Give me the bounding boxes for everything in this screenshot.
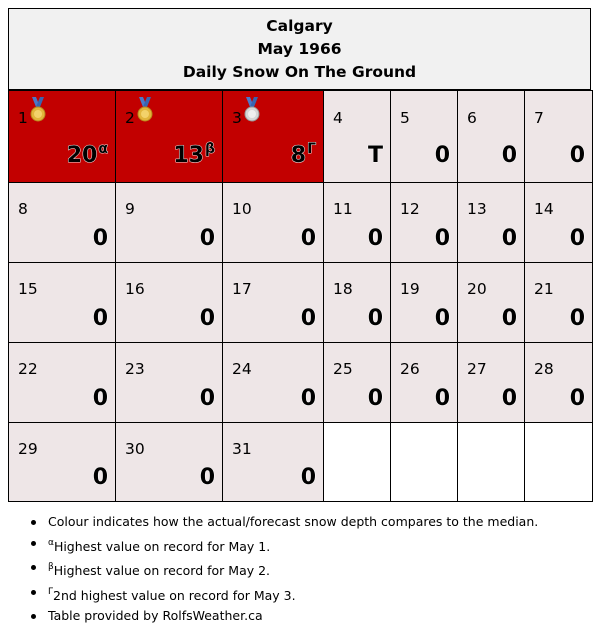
day-number: 25 bbox=[333, 360, 353, 378]
day-cell-10 bbox=[223, 183, 324, 263]
day-number: 23 bbox=[125, 360, 145, 378]
calendar-week-2 bbox=[9, 183, 593, 263]
day-number: 19 bbox=[400, 280, 420, 298]
snow-value: 0 bbox=[300, 386, 316, 411]
gold-medal-icon bbox=[29, 97, 47, 123]
day-cell-4 bbox=[324, 91, 391, 183]
day-number: 24 bbox=[232, 360, 252, 378]
calendar-week-1 bbox=[9, 91, 593, 183]
day-number: 21 bbox=[534, 280, 554, 298]
snow-value: 0 bbox=[434, 386, 450, 411]
day-cell-27 bbox=[458, 343, 525, 423]
day-number: 7 bbox=[534, 109, 544, 127]
day-cell-15 bbox=[9, 263, 116, 343]
day-cell-31 bbox=[223, 423, 324, 502]
snow-value: 0 bbox=[300, 465, 316, 490]
day-cell-3 bbox=[223, 91, 324, 183]
calendar-week-5 bbox=[9, 423, 593, 502]
day-number: 17 bbox=[232, 280, 252, 298]
snow-value: 0 bbox=[199, 226, 215, 251]
snow-value: $8^\Gamma$ bbox=[290, 141, 316, 168]
footnote-gamma: $^\Gamma$2nd highest value on record for May 3. bbox=[25, 582, 538, 607]
day-cell-26 bbox=[391, 343, 458, 423]
snow-value: 0 bbox=[92, 306, 108, 331]
snow-value: $20^\alpha$ bbox=[66, 141, 108, 168]
day-cell-28 bbox=[525, 343, 593, 423]
day-cell-9 bbox=[116, 183, 223, 263]
snow-value: 0 bbox=[569, 386, 585, 411]
day-cell-30 bbox=[116, 423, 223, 502]
city-title: Calgary bbox=[266, 16, 333, 35]
calendar-week-3 bbox=[9, 263, 593, 343]
snow-value: 0 bbox=[367, 306, 383, 331]
day-number: 28 bbox=[534, 360, 554, 378]
day-number: 14 bbox=[534, 200, 554, 218]
day-number: 29 bbox=[18, 440, 38, 458]
day-number: 26 bbox=[400, 360, 420, 378]
snow-value: 0 bbox=[92, 465, 108, 490]
day-cell-20 bbox=[458, 263, 525, 343]
day-number: 13 bbox=[467, 200, 487, 218]
empty-cell bbox=[324, 423, 391, 502]
day-number: 1 bbox=[18, 109, 28, 127]
day-number: 27 bbox=[467, 360, 487, 378]
snow-value: 0 bbox=[92, 226, 108, 251]
day-number: 18 bbox=[333, 280, 353, 298]
day-cell-24 bbox=[223, 343, 324, 423]
day-cell-5 bbox=[391, 91, 458, 183]
day-cell-18 bbox=[324, 263, 391, 343]
day-cell-22 bbox=[9, 343, 116, 423]
calendar-table bbox=[8, 90, 593, 502]
day-cell-8 bbox=[9, 183, 116, 263]
day-number: 11 bbox=[333, 200, 353, 218]
day-cell-14 bbox=[525, 183, 593, 263]
day-cell-7 bbox=[525, 91, 593, 183]
record-mark: β bbox=[204, 141, 215, 157]
snow-value: 0 bbox=[501, 226, 517, 251]
empty-cell bbox=[391, 423, 458, 502]
snow-value: 0 bbox=[300, 306, 316, 331]
snow-value: 0 bbox=[92, 386, 108, 411]
snow-value: 0 bbox=[199, 306, 215, 331]
record-mark: α bbox=[98, 141, 108, 157]
day-cell-11 bbox=[324, 183, 391, 263]
snow-value: 0 bbox=[569, 143, 585, 168]
day-cell-21 bbox=[525, 263, 593, 343]
footnote-colour: Colour indicates how the actual/forecast snow depth compares to the median. bbox=[25, 512, 538, 533]
day-number: 2 bbox=[125, 109, 135, 127]
period-title: May 1966 bbox=[257, 39, 342, 58]
day-number: 6 bbox=[467, 109, 477, 127]
footnote-alpha: $^\alpha$Highest value on record for May 1. bbox=[25, 533, 538, 558]
footnote-beta: $^\beta$Highest value on record for May 2. bbox=[25, 557, 538, 582]
snow-value: 0 bbox=[569, 306, 585, 331]
snow-value: 0 bbox=[501, 386, 517, 411]
snow-value: 0 bbox=[367, 226, 383, 251]
day-number: 22 bbox=[18, 360, 38, 378]
day-cell-13 bbox=[458, 183, 525, 263]
silver-medal-icon bbox=[243, 97, 261, 123]
calendar-week-4 bbox=[9, 343, 593, 423]
snow-value: 0 bbox=[367, 386, 383, 411]
day-number: 4 bbox=[333, 109, 343, 127]
footnotes-list bbox=[25, 512, 538, 627]
day-cell-16 bbox=[116, 263, 223, 343]
day-number: 10 bbox=[232, 200, 252, 218]
day-number: 5 bbox=[400, 109, 410, 127]
snow-value: T bbox=[367, 143, 383, 168]
snow-value: $13^\beta$ bbox=[173, 141, 215, 168]
day-cell-2 bbox=[116, 91, 223, 183]
day-cell-17 bbox=[223, 263, 324, 343]
day-number: 31 bbox=[232, 440, 252, 458]
day-number: 8 bbox=[18, 200, 28, 218]
day-number: 12 bbox=[400, 200, 420, 218]
snow-value: 0 bbox=[434, 226, 450, 251]
snow-value: 0 bbox=[199, 465, 215, 490]
day-number: 3 bbox=[232, 109, 242, 127]
day-cell-6 bbox=[458, 91, 525, 183]
table-header bbox=[8, 8, 591, 90]
day-cell-1 bbox=[9, 91, 116, 183]
chart-title: Daily Snow On The Ground bbox=[182, 62, 417, 81]
day-cell-12 bbox=[391, 183, 458, 263]
day-cell-23 bbox=[116, 343, 223, 423]
empty-cell bbox=[525, 423, 593, 502]
snow-value: 0 bbox=[569, 226, 585, 251]
footnote-credit: Table provided by RolfsWeather.ca bbox=[25, 606, 538, 627]
snow-value: 0 bbox=[501, 143, 517, 168]
snow-value: 0 bbox=[199, 386, 215, 411]
day-number: 15 bbox=[18, 280, 38, 298]
empty-cell bbox=[458, 423, 525, 502]
day-number: 16 bbox=[125, 280, 145, 298]
day-number: 9 bbox=[125, 200, 135, 218]
snow-value: 0 bbox=[434, 306, 450, 331]
snow-value: 0 bbox=[501, 306, 517, 331]
day-cell-29 bbox=[9, 423, 116, 502]
snow-value: 0 bbox=[434, 143, 450, 168]
snow-value: 0 bbox=[300, 226, 316, 251]
day-number: 30 bbox=[125, 440, 145, 458]
day-cell-19 bbox=[391, 263, 458, 343]
gold-medal-icon bbox=[136, 97, 154, 123]
day-cell-25 bbox=[324, 343, 391, 423]
record-mark: Γ bbox=[307, 141, 316, 157]
day-number: 20 bbox=[467, 280, 487, 298]
